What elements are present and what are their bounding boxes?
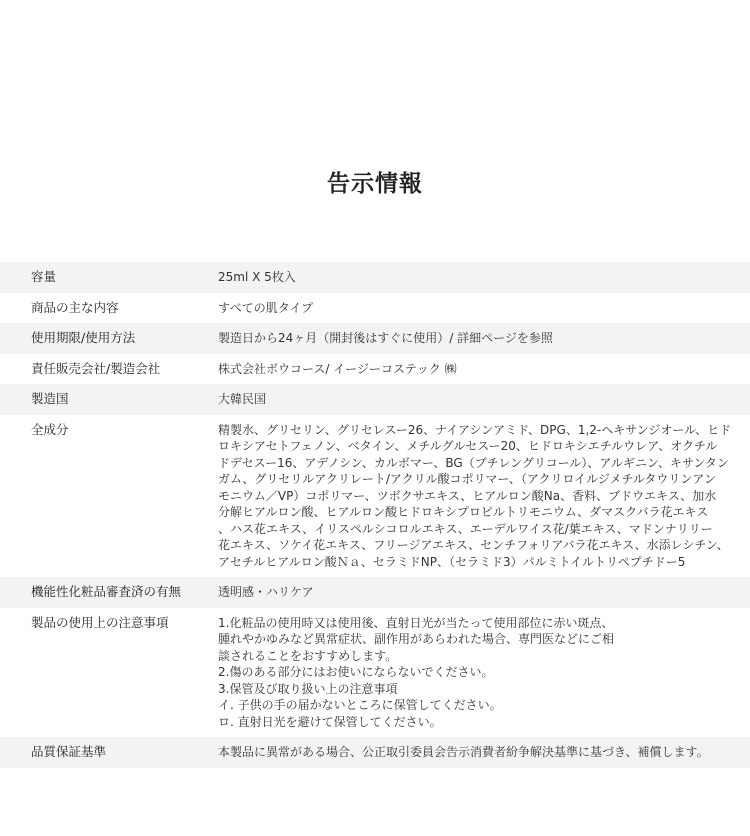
row-label: 品質保証基準	[31, 744, 107, 759]
row-label: 使用期限/使用方法	[31, 330, 136, 345]
value-line: 株式会社ボウコース/ イージーコステック ㈱	[218, 361, 457, 376]
row-label: 製品の使用上の注意事項	[31, 614, 169, 630]
row-value	[218, 737, 750, 768]
row-label: 製造国	[31, 391, 69, 406]
table-row	[0, 737, 750, 768]
value-line: 本製品に異常がある場合、公正取引委員会告示消費者紛争解決基準に基づき、補償します。	[218, 745, 709, 759]
value-line: 腫れやかゆみなど異常症状、副作用があらわれた場合、専門医などにご相	[218, 632, 615, 646]
row-value	[218, 608, 750, 738]
value-line: イ. 子供の手の届かないところに保管してください。	[218, 698, 502, 712]
table-row	[0, 577, 750, 608]
value-line: 透明感・ハリケア	[218, 585, 314, 599]
table-row	[0, 293, 750, 324]
value-line: 分解ヒアルロン酸、ヒアルロン酸ヒドロキシプロピルトリモニウム、ダマスクバラ花エキス	[218, 505, 709, 519]
table-row	[0, 384, 750, 415]
row-value	[218, 323, 750, 354]
table-row	[0, 354, 750, 385]
row-label: 機能性化粧品審査済の有無	[31, 584, 182, 599]
row-value	[218, 354, 750, 385]
row-value	[218, 262, 750, 293]
value-line: 2.傷のある部分にはお使いにならないでください。	[218, 665, 494, 679]
value-line: 大韓民国	[218, 392, 267, 406]
row-value	[218, 415, 750, 578]
row-label: 全成分	[31, 421, 69, 437]
value-line: 、ハス花エキス、イリスペルシコロルエキス、エーデルワイス花/葉エキス、マドンナリリー	[218, 521, 713, 536]
table-row	[0, 262, 750, 293]
page-title: 告示情報	[327, 171, 423, 197]
row-label: 責任販売会社/製造会社	[31, 360, 161, 376]
info-table	[0, 262, 750, 768]
value-line: すべての肌タイプ	[218, 300, 314, 315]
value-line: 1.化粧品の使用時又は使用後、直射日光が当たって使用部位に赤い斑点、	[218, 615, 614, 630]
row-label: 商品の主な内容	[31, 299, 119, 315]
row-value	[218, 293, 750, 324]
value-line: 精製水、グリセリン、グリセレスー26、ナイアシンアミド、DPG、1,2-ヘキサンジオール、ヒド	[218, 422, 732, 437]
table-row	[0, 323, 750, 354]
value-line: ドデセスー16、アデノシン、カルボマー、BG（ブチレングリコール）、アルギニン、キサンタン	[218, 455, 729, 470]
value-line: 3.保管及び取り扱い上の注意事項	[218, 681, 398, 696]
value-line: モニウム／VP）コポリマー、ツボクサエキス、ヒアルロン酸Na、香料、ブドウエキス、加水	[218, 488, 717, 503]
value-line: ロ. 直射日光を避けて保管してください。	[218, 714, 442, 729]
value-line: 25ml X 5枚入	[218, 270, 296, 284]
value-line: 製造日から24ヶ月（開封後はすぐに使用）/ 詳細ページを参照	[218, 331, 553, 345]
value-line: 談されることをおすすめします。	[218, 648, 398, 663]
row-value	[218, 577, 750, 608]
table-row	[0, 415, 750, 578]
value-line: ロキシアセトフェノン、ベタイン、メチルグルセスー20、ヒドロキシエチルウレア、オクチル	[218, 439, 718, 453]
value-line: アセチルヒアルロン酸Ｎａ、セラミドNP、（セラミド3）パルミトイルトリペプチドー5	[218, 554, 686, 569]
value-line: 花エキス、ソケイ花エキス、フリージアエキス、センチフォリアバラ花エキス、水添レシチン、	[218, 538, 729, 552]
table-row	[0, 608, 750, 738]
row-value	[218, 384, 750, 415]
value-line: ガム、グリセリルアクリレート/アクリル酸コポリマー、（アクリロイルジメチルタウリンアン	[218, 472, 716, 486]
row-label: 容量	[31, 269, 57, 284]
